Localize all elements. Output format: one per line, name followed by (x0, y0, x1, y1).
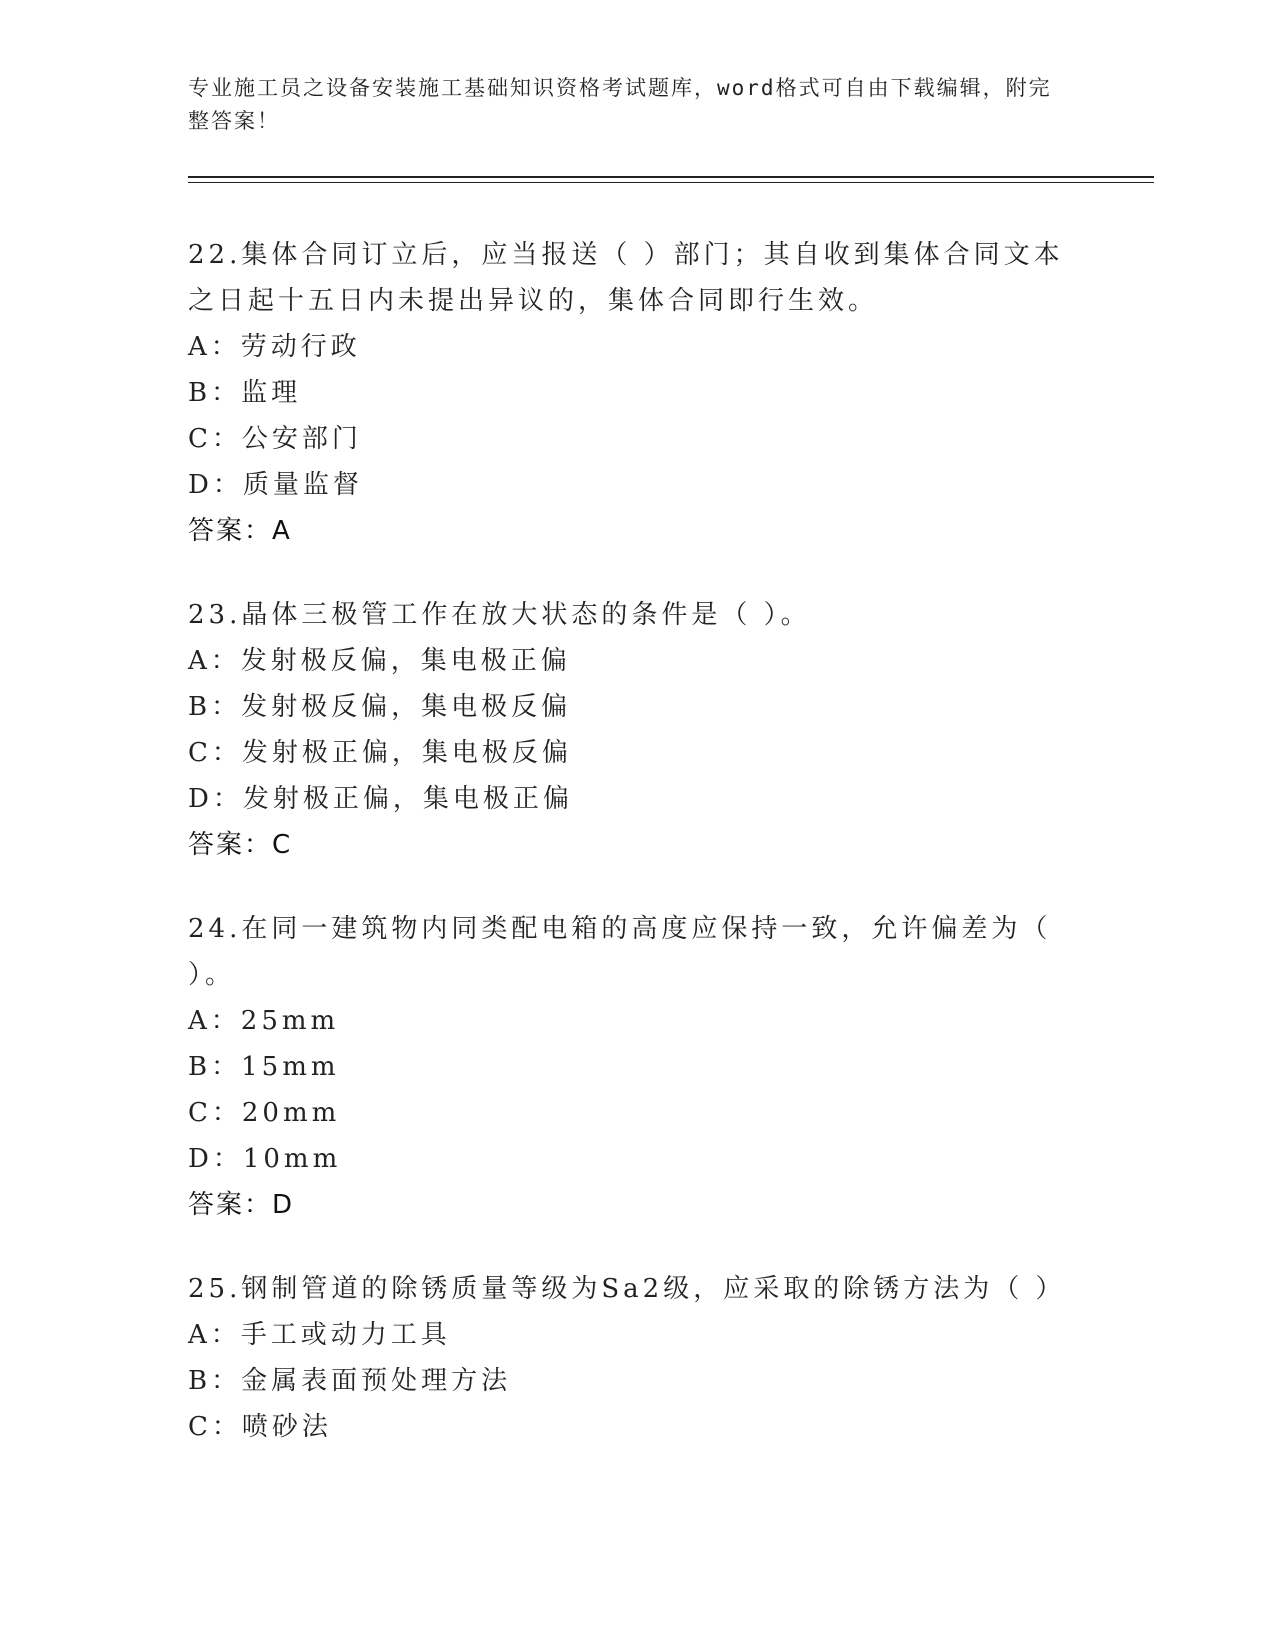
option-a: A：手工或动力工具 (188, 1320, 451, 1350)
option-a: A：发射极反偏，集电极正偏 (188, 646, 571, 676)
option-d: D：质量监督 (188, 470, 363, 500)
option-d: D：10mm (188, 1144, 342, 1174)
question-22 (188, 232, 1088, 554)
answer-line: 答案：C (188, 830, 293, 860)
option-b: B：15mm (188, 1052, 340, 1082)
question-text: 25.钢制管道的除锈质量等级为Sa2级，应采取的除锈方法为（ ） (188, 1274, 1066, 1304)
header-divider-thin (188, 182, 1154, 183)
question-text: 23.晶体三极管工作在放大状态的条件是（ ）。 (188, 600, 811, 630)
option-b: B：监理 (188, 378, 302, 408)
header-divider-thick (188, 176, 1154, 178)
option-c: C：20mm (188, 1098, 341, 1128)
option-c: C：公安部门 (188, 424, 362, 454)
page-header: 专业施工员之设备安装施工基础知识资格考试题库，word格式可自由下载编辑，附完整答案！ (188, 76, 1052, 133)
option-b: B：金属表面预处理方法 (188, 1366, 512, 1396)
answer-line: 答案：D (188, 1190, 295, 1220)
option-c: C：发射极正偏，集电极反偏 (188, 738, 572, 768)
option-c: C：喷砂法 (188, 1412, 332, 1442)
option-a: A：劳动行政 (188, 332, 361, 362)
option-d: D：发射极正偏，集电极正偏 (188, 784, 573, 814)
answer-line: 答案：A (188, 516, 292, 546)
question-24 (188, 906, 1088, 1228)
option-a: A：25mm (188, 1006, 340, 1036)
question-text: 24.在同一建筑物内同类配电箱的高度应保持一致，允许偏差为（ ）。 (188, 914, 1052, 990)
question-25 (188, 1266, 1088, 1450)
question-text: 22.集体合同订立后，应当报送（ ）部门；其自收到集体合同文本之日起十五日内未提出异议的，集体合同即行生效。 (188, 240, 1064, 316)
question-23 (188, 592, 1088, 868)
question-list (188, 232, 1088, 1488)
option-b: B：发射极反偏，集电极反偏 (188, 692, 572, 722)
